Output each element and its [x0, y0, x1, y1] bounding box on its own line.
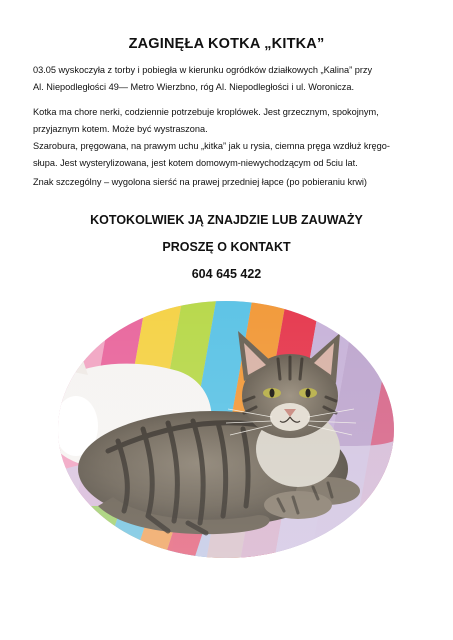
phone-number: 604 645 422: [191, 267, 262, 281]
text-line: Znak szczególny – wygolona sierść na prawej przedniej łapce (po pobieraniu krwi): [33, 177, 367, 187]
text-line: Al. Niepodległości 49— Metro Wierzbno, róg Al. Niepodległości i ul. Woronicza.: [33, 82, 355, 92]
paragraph-distinguishing-mark: [33, 174, 425, 191]
text-line: słupa. Jest wysterylizowana, jest kotem domowym-niewychodzącym od 5ciu lat.: [33, 158, 358, 168]
contact-request: PROSZĘ O KONTAKT: [162, 240, 291, 254]
text-line: 03.05 wyskoczyła z torby i pobiegła w kierunku ogródków działkowych „Kalina” przy: [33, 65, 373, 75]
paragraph-health: [33, 104, 425, 138]
text-line: przyjaznym kotem. Może być wystraszona.: [33, 124, 208, 134]
poster-title: ZAGINĘŁA KOTKA „KITKA”: [128, 36, 325, 52]
call-to-action: KOTOKOLWIEK JĄ ZNAJDZIE LUB ZAUWAŻY: [90, 213, 363, 227]
paragraph-escape-location: [33, 62, 425, 96]
text-line: Kotka ma chore nerki, codziennie potrzebuje kroplówek. Jest grzecznym, spokojnym,: [33, 107, 379, 117]
paragraph-description: [33, 138, 425, 172]
cat-illustration: [58, 301, 394, 558]
text-line: Szarobura, pręgowana, na prawym uchu „kitka” jak u rysia, ciemna pręga wzdłuż kręgo-: [33, 141, 390, 151]
cat-photo: [58, 301, 394, 558]
